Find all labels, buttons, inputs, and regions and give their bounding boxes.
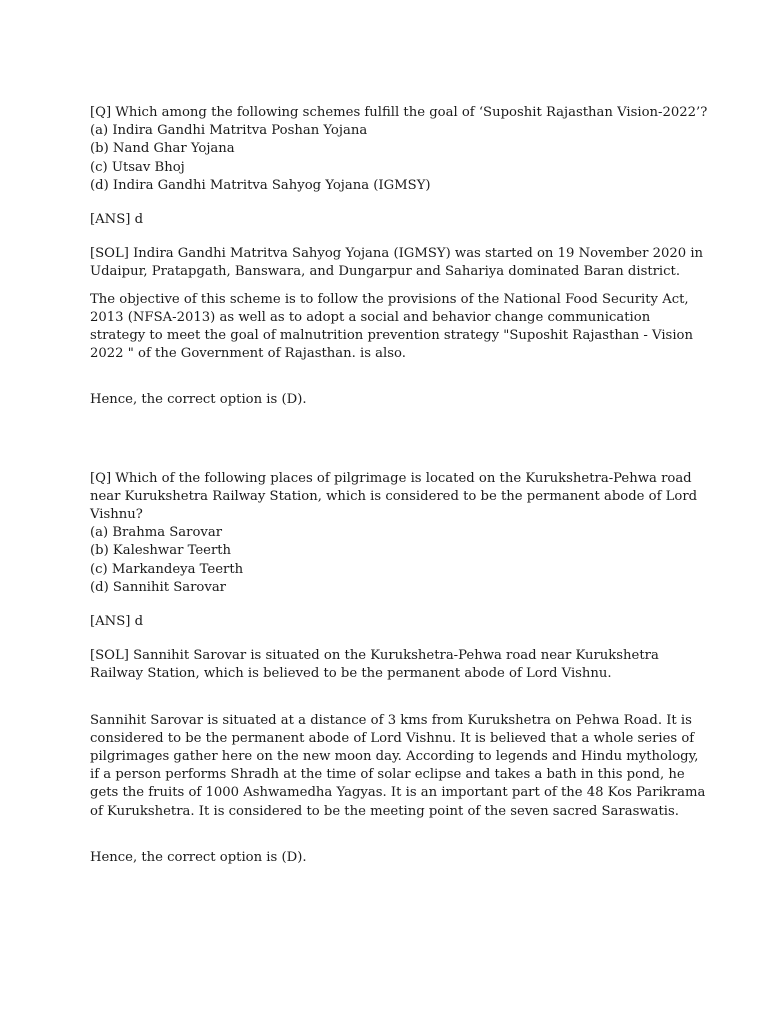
- question-2-option-d: (d) Sannihit Sarovar: [90, 579, 226, 595]
- question-2-text-line: near Kurukshetra Railway Station, which is considered to be the permanent abode of Lord: [90, 488, 698, 504]
- question-2-option-c: (c) Markandeya Teerth: [90, 561, 244, 577]
- solution-line: [SOL] Sannihit Sarovar is situated on the Kurukshetra-Pehwa road near Kurukshetra: [90, 648, 659, 664]
- explanation-line: if a person performs Shradh at the time of solar eclipse and takes a bath in this pond, he: [90, 767, 685, 783]
- question-2-explanation: [90, 712, 706, 821]
- question-1-text: [Q] Which among the following schemes fulfill the goal of ‘Suposhit Rajasthan Vision-2022’?: [90, 105, 708, 120]
- question-2-answer: [ANS] d: [90, 614, 144, 630]
- question-1-block: [90, 104, 708, 195]
- question-1-option-d: (d) Indira Gandhi Matritva Sahyog Yojana (IGMSY): [90, 177, 431, 193]
- question-2-conclusion: Hence, the correct option is (D).: [90, 849, 307, 865]
- question-1-answer: [ANS] d: [90, 212, 144, 228]
- question-1-option-a: (a) Indira Gandhi Matritva Poshan Yojana: [90, 123, 368, 139]
- question-2-text-line: Vishnu?: [90, 507, 143, 523]
- explanation-line: strategy to meet the goal of malnutrition prevention strategy "Suposhit Rajasthan - Vision: [90, 328, 693, 344]
- explanation-line: The objective of this scheme is to follow the provisions of the National Food Security Act,: [90, 291, 689, 307]
- explanation-line: of Kurukshetra. It is considered to be the meeting point of the seven sacred Saraswatis.: [90, 803, 679, 819]
- question-2-block: [90, 470, 698, 597]
- explanation-line: 2013 (NFSA-2013) as well as to adopt a social and behavior change communication: [90, 309, 651, 325]
- explanation-line: gets the fruits of 1000 Ashwamedha Yagyas. It is an important part of the 48 Kos Parikrama: [90, 785, 706, 801]
- question-2-text-line: [Q] Which of the following places of pilgrimage is located on the Kurukshetra-Pehwa road: [90, 470, 692, 486]
- explanation-line: considered to be the permanent abode of Lord Vishnu. It is believed that a whole series of: [90, 730, 695, 746]
- question-2-option-a: (a) Brahma Sarovar: [90, 525, 223, 541]
- question-1-option-b: (b) Nand Ghar Yojana: [90, 141, 235, 157]
- document-page: [90, 104, 708, 867]
- explanation-line: Sannihit Sarovar is situated at a distance of 3 kms from Kurukshetra on Pehwa Road. It is: [90, 712, 692, 728]
- question-1-solution: [90, 245, 704, 281]
- solution-line: Railway Station, which is believed to be the permanent abode of Lord Vishnu.: [90, 666, 612, 682]
- question-1-conclusion: Hence, the correct option is (D).: [90, 392, 307, 408]
- question-1-explanation: [90, 291, 693, 364]
- question-2-solution: [90, 647, 680, 683]
- solution-line: Udaipur, Pratapgath, Banswara, and Dungarpur and Sahariya dominated Baran district.: [90, 264, 681, 280]
- question-2-option-b: (b) Kaleshwar Teerth: [90, 543, 232, 559]
- explanation-line: pilgrimages gather here on the new moon day. According to legends and Hindu mythology,: [90, 749, 699, 765]
- question-1-option-c: (c) Utsav Bhoj: [90, 159, 185, 175]
- solution-line: [SOL] Indira Gandhi Matritva Sahyog Yojana (IGMSY) was started on 19 November 2020 in: [90, 246, 704, 262]
- explanation-line: 2022 " of the Government of Rajasthan. is also.: [90, 346, 406, 362]
